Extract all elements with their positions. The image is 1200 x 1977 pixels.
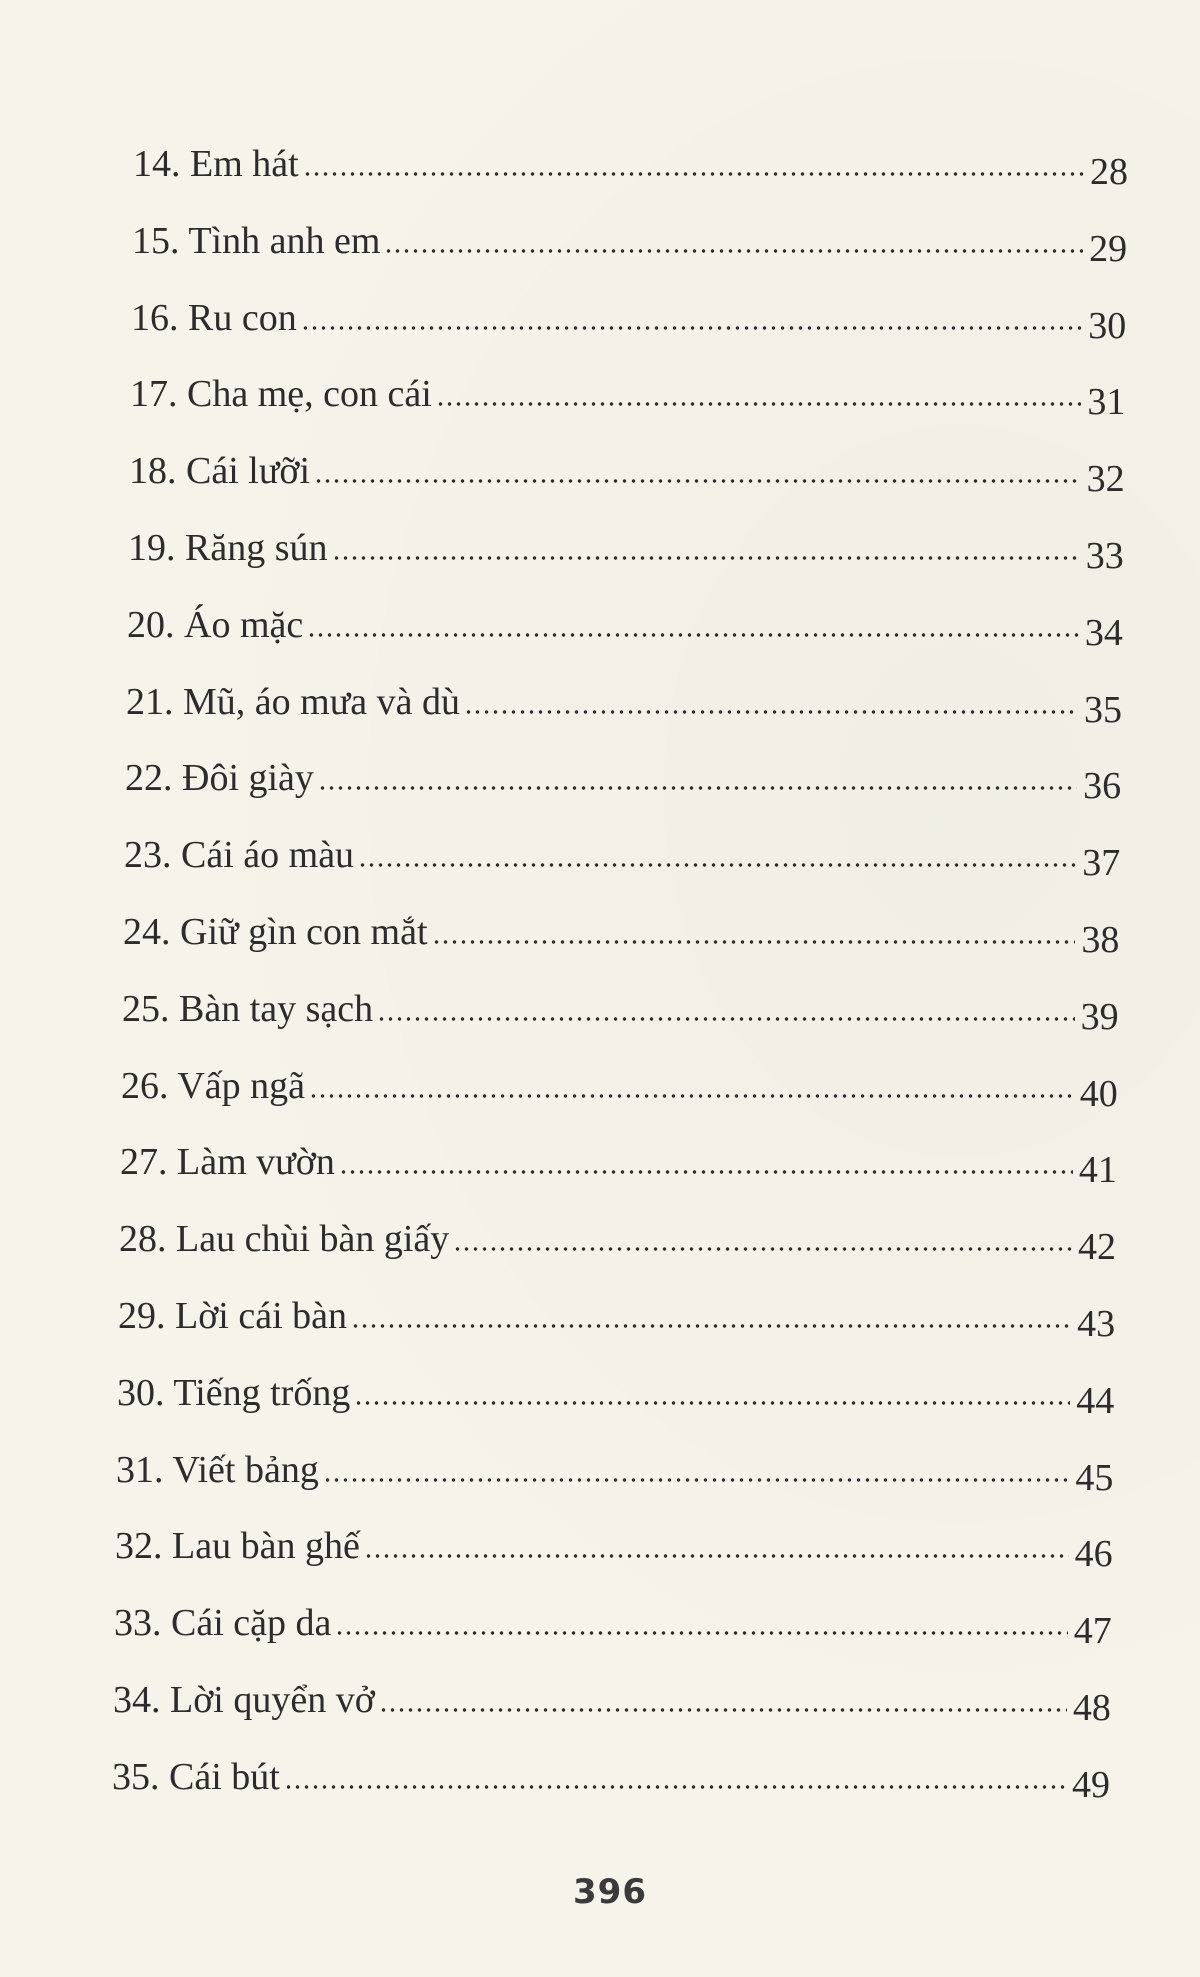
toc-entry-page: 29 [1089,227,1128,270]
toc-entry-title: 35. Cái bút [112,1755,280,1798]
toc-entry-title: 34. Lời quyển vở [113,1679,375,1721]
toc-entry-page: 47 [1073,1610,1112,1653]
toc-entry [124,831,1121,885]
toc-entry [129,447,1125,501]
toc-entry [115,1522,1113,1576]
toc-entry-title: 18. Cái lưỡi [129,450,311,493]
toc-entry-page: 39 [1080,995,1119,1038]
dot-leader [309,1092,1074,1100]
dot-leader [339,1168,1073,1176]
dot-leader [335,1629,1067,1637]
toc-entry [128,524,1124,577]
toc-entry-title: 15. Tình anh em [132,219,381,262]
toc-entry-page: 36 [1083,765,1122,808]
dot-leader [351,1322,1071,1330]
toc-entry [127,601,1123,654]
dot-leader [364,1552,1069,1560]
toc-entry-page: 43 [1077,1303,1116,1345]
toc-entry-title: 31. Viết bảng [116,1448,319,1491]
page-number: 396 [573,1872,647,1912]
dot-leader [307,631,1079,639]
toc-entry-title: 33. Cái cặp da [114,1602,332,1645]
toc-entry-page: 33 [1085,535,1124,577]
toc-entry-title: 29. Lời cái bàn [118,1295,348,1337]
dot-leader [453,1245,1072,1253]
toc-entry-title: 20. Áo mặc [127,603,304,646]
dot-leader [284,1783,1066,1791]
toc-entry-page: 31 [1087,381,1126,424]
toc-entry-page: 49 [1072,1763,1110,1806]
toc-entry [116,1446,1114,1499]
toc-entry-title: 26. Vấp ngã [121,1064,305,1107]
toc-entry [114,1599,1112,1653]
dot-leader [354,1399,1070,1407]
toc-entry-title: 27. Làm vườn [120,1141,335,1184]
toc-entry-title: 23. Cái áo màu [124,834,355,877]
toc-entry-page: 38 [1081,919,1120,961]
toc-entry [120,1138,1117,1192]
toc-entry-title: 22. Đôi giày [125,757,314,800]
dot-leader [358,861,1076,869]
toc-entry [122,985,1119,1038]
dot-leader [314,477,1080,485]
toc-entry-title: 24. Giữ gìn con mắt [123,911,428,953]
dot-leader [432,938,1076,946]
toc-entry-page: 28 [1090,151,1128,193]
toc-entry [133,140,1128,193]
toc-entry [119,1215,1116,1269]
toc-entry-page: 48 [1072,1687,1111,1729]
toc-entry [123,908,1120,961]
dot-leader [303,170,1084,178]
dot-leader [301,324,1083,332]
toc-entry-title: 25. Bàn tay sạch [122,987,374,1030]
dot-leader [379,1706,1067,1714]
toc-entry-title: 17. Cha mẹ, con cái [130,373,432,416]
toc-entry [130,370,1126,424]
dot-leader [436,400,1082,408]
dot-leader [318,784,1077,792]
toc-entry-page: 30 [1088,304,1127,347]
toc-entry-page: 32 [1086,458,1125,501]
toc-entry-page: 41 [1078,1149,1117,1192]
toc-entry [117,1369,1115,1422]
toc-entry-title: 19. Răng sún [128,527,328,569]
toc-entry-page: 44 [1076,1379,1115,1422]
dot-leader [384,247,1083,255]
toc-entry-page: 37 [1082,842,1121,885]
dot-leader [377,1015,1074,1023]
toc-entry-title: 14. Em hát [133,143,299,185]
toc-entry-page: 40 [1079,1072,1118,1115]
toc-entry [118,1292,1116,1345]
toc-entry [113,1676,1111,1729]
toc-entry [126,678,1122,731]
toc-entry [132,217,1128,270]
toc-entry-page: 42 [1078,1226,1116,1269]
toc-entry-title: 30. Tiếng trống [117,1371,351,1414]
toc-entry-title: 16. Ru con [131,296,297,339]
toc-entry [112,1753,1110,1806]
dot-leader [464,708,1078,716]
toc-entry-page: 34 [1084,611,1123,654]
toc-entry-title: 28. Lau chùi bàn giấy [119,1218,450,1261]
dot-leader [323,1476,1070,1484]
dot-leader [332,554,1080,562]
toc-entry-page: 45 [1075,1456,1114,1499]
toc-entry [125,754,1122,808]
toc-entry-page: 46 [1074,1533,1113,1576]
toc-entry-title: 32. Lau bàn ghế [115,1525,360,1568]
toc-entry-page: 35 [1084,688,1122,731]
toc-entry [121,1062,1118,1115]
toc-entry-title: 21. Mũ, áo mưa và dù [126,680,461,723]
toc-entry [131,294,1127,347]
